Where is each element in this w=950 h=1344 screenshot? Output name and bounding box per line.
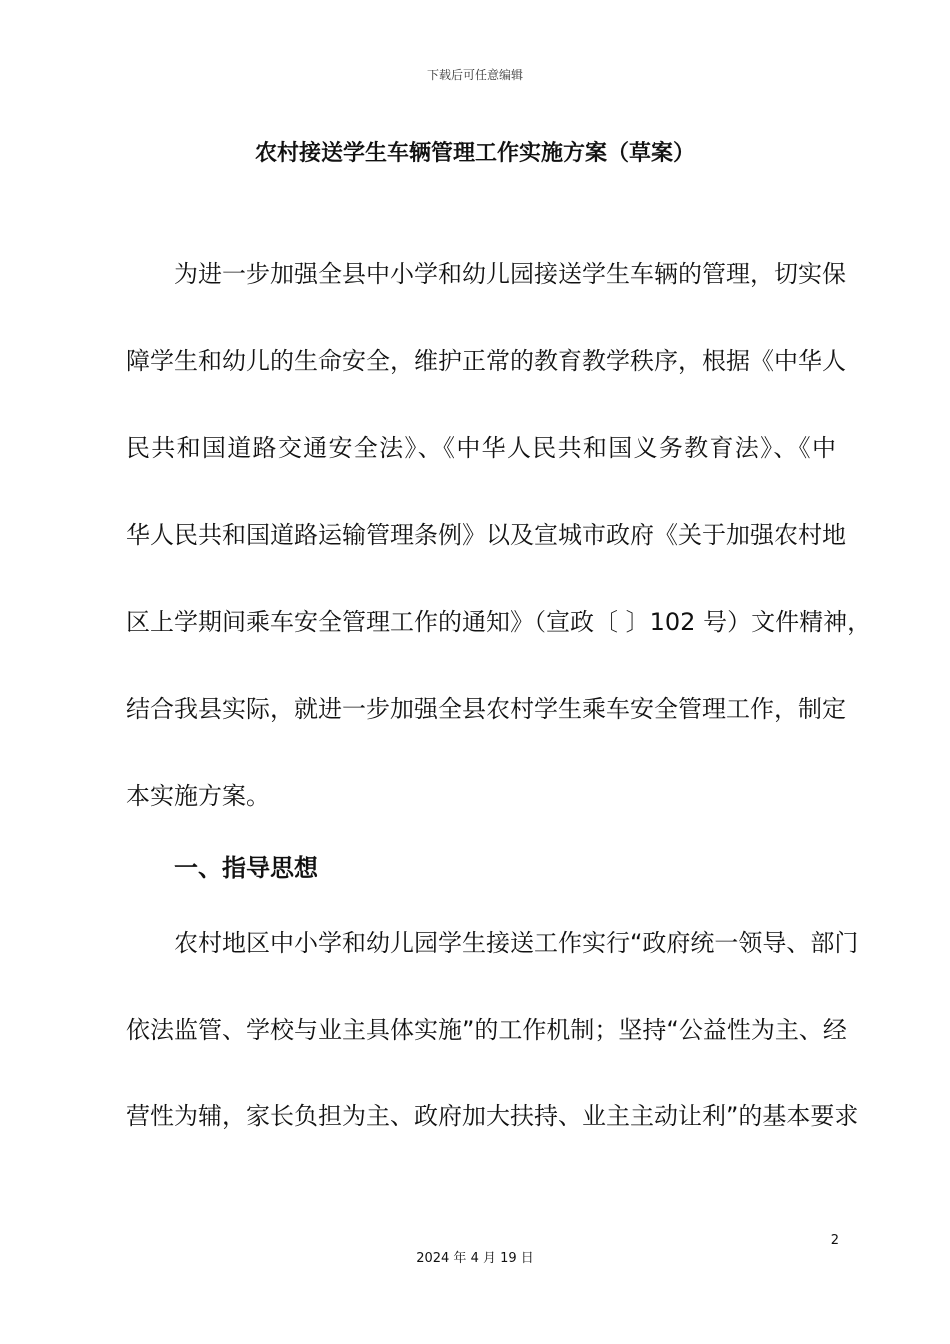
paragraph-line: 障学生和幼儿的生命安全，维护正常的教育教学秩序，根据《中华人 — [126, 347, 846, 375]
paragraph-line: 农村地区中小学和幼儿园学生接送工作实行“政府统一领导、部门 — [174, 929, 859, 957]
paragraph-line: 营性为辅，家长负担为主、政府加大扶持、业主主动让利”的基本要求 — [126, 1102, 859, 1130]
paragraph-line: 华人民共和国道路运输管理条例》以及宣城市政府《关于加强农村地 — [126, 521, 846, 549]
document-title: 农村接送学生车辆管理工作实施方案（草案） — [254, 141, 695, 166]
paragraph-line: 区上学期间乘车安全管理工作的通知》（宣政〔 〕102 号）文件精神， — [126, 608, 872, 636]
paragraph-line: 依法监管、学校与业主具体实施”的工作机制；坚持“公益性为主、经 — [126, 1016, 847, 1044]
paragraph-line: 结合我县实际，就进一步加强全县农村学生乘车安全管理工作，制定 — [126, 695, 846, 723]
footer-date: 2024 年 4 月 19 日 — [416, 1251, 534, 1266]
paragraph-line: 本实施方案。 — [126, 782, 270, 810]
header-note: 下载后可任意编辑 — [426, 68, 523, 82]
paragraph-line: 民共和国道路交通安全法》、《中华人民共和国义务教育法》、《中 — [126, 434, 836, 462]
page-number: 2 — [830, 1233, 839, 1248]
section-heading: 一、指导思想 — [174, 854, 318, 882]
paragraph-line: 为进一步加强全县中小学和幼儿园接送学生车辆的管理，切实保 — [174, 260, 846, 288]
